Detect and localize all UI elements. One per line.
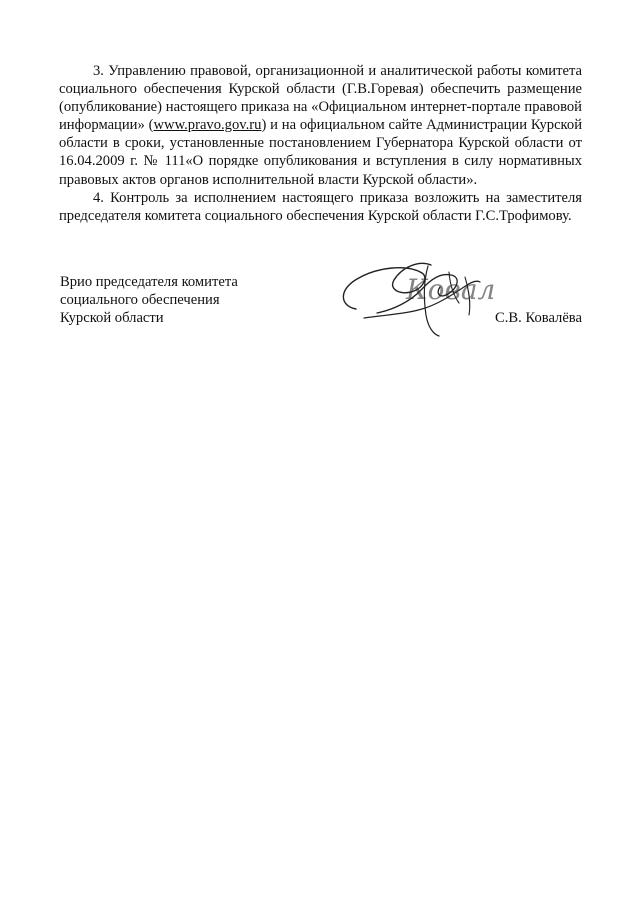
document-body [59, 62, 582, 225]
signature-block [59, 268, 582, 348]
paragraph-3 [59, 62, 582, 189]
pravo-gov-ru-link[interactable]: www.pravo.gov.ru [153, 117, 262, 134]
signatory-position [60, 273, 238, 327]
handwritten-signature [333, 248, 496, 338]
position-line-3: Курской области [60, 310, 164, 326]
paragraph-3-text-start: 3. Управлению правовой, организационной и аналитической работы комитета социального обеспечения Курской области (Г.В.Горевая) обеспечить размещение (опубликование) настоящего приказа на «Официальном интернет-портале правовой информации» ( [59, 63, 582, 134]
position-line-2: социального обеспечения [60, 292, 220, 308]
position-line-1: Врио председателя комитета [60, 274, 238, 290]
paragraph-3-text-end: ) и на официальном сайте Администрации Курской области в сроки, установленные постановлением Губернатора Курской области от 16.04.2009 г. № 111«О порядке опубликования и вступления в силу нормативных правовых актов органов исполнительной власти Курской области». [59, 117, 583, 188]
signatory-name: С.В. Ковалёва [495, 310, 582, 326]
signature-script: Ковал [406, 273, 496, 306]
paragraph-4: 4. Контроль за исполнением настоящего приказа возложить на заместителя председателя комитета социального обеспечения Курской области Г.С.Трофимову. [59, 189, 582, 224]
